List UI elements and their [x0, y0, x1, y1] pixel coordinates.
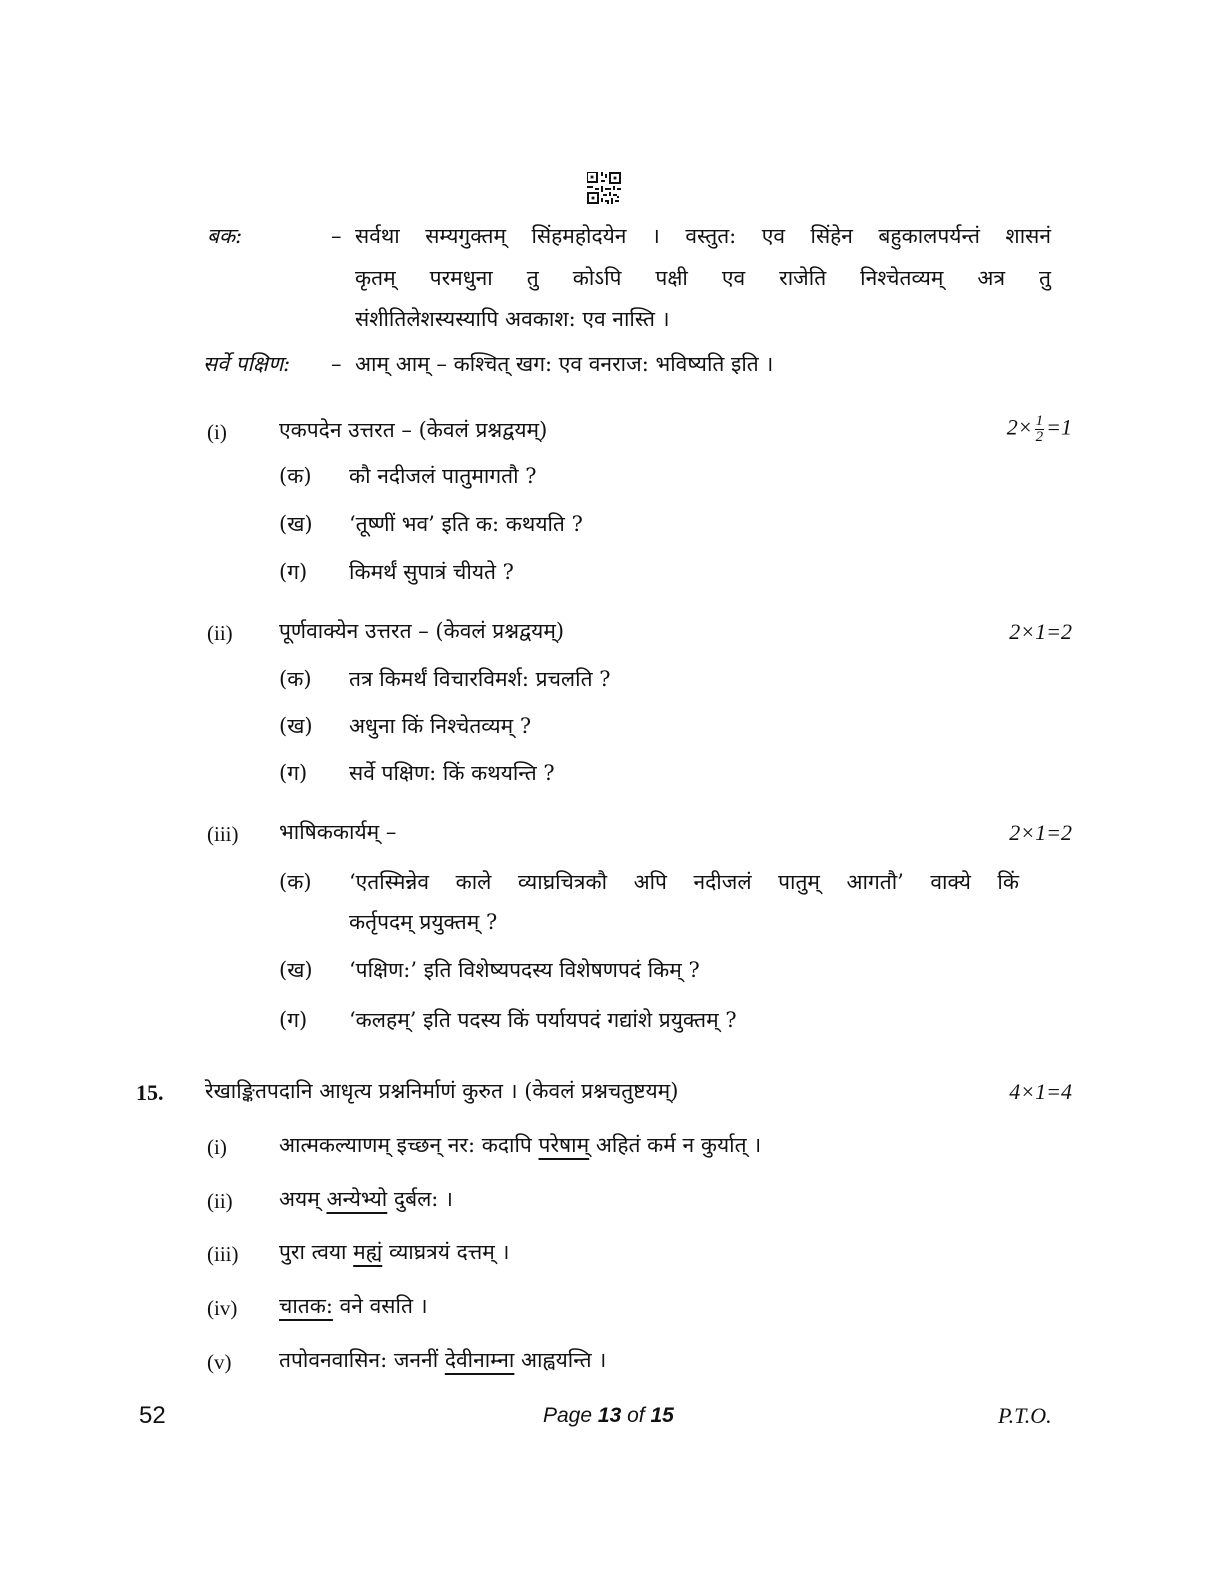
underlined-word: परेषाम् [538, 1133, 590, 1157]
subquestion-number: (ii) [207, 621, 233, 645]
subquestion-instruction: एकपदेन उत्तरत – (केवलं प्रश्नद्वयम्) [279, 418, 548, 442]
speaker-label: सर्वे पक्षिण: [203, 352, 291, 376]
page-current: 13 [597, 1404, 622, 1427]
dialogue-dash: – [331, 224, 342, 248]
dialogue-text-line: आम् आम् – कश्चित् खग: एव वनराज: भविष्यति इति । [355, 352, 774, 376]
item-label: (ख) [279, 714, 313, 738]
item-text: अधुना किं निश्चेतव्यम् ? [349, 714, 532, 738]
text-before: अयम् [279, 1187, 327, 1211]
marks: 4×1=4 [1009, 1079, 1072, 1104]
text-after: आह्वयन्ति । [514, 1348, 607, 1372]
dialogue-text-line: कृतम् परमधुना तु कोऽपि पक्षी एव राजेति निश्चेतव्यम् अत्र तु [355, 266, 1051, 290]
marks: 2×1=2 [1009, 619, 1072, 644]
marks: 2×1=2 [1009, 820, 1072, 845]
fraction-numerator: 1 [1035, 413, 1044, 429]
question-instruction: रेखाङ्कितपदानि आधृत्य प्रश्ननिर्माणं कुरुत । (केवलं प्रश्नचतुष्टयम्) [205, 1079, 679, 1103]
item-text: कौ नदीजलं पातुमागतौ ? [349, 464, 537, 488]
item-label: (ग) [279, 1008, 308, 1032]
dialogue-text-line: संशीतिलेशस्यस्यापि अवकाश: एव नास्ति । [355, 307, 670, 331]
item-text: तत्र किमर्थं विचारविमर्श: प्रचलति ? [349, 667, 611, 691]
item-label: (क) [279, 870, 312, 894]
item-text-line: ‘एतस्मिन्नेव काले व्याघ्रचित्रकौ अपि नदीजलं पातुम् आगतौ’ वाक्ये किं [349, 870, 1019, 894]
item-number: (iii) [207, 1242, 239, 1266]
paper-code: 52 [139, 1402, 166, 1429]
item-number: (v) [207, 1350, 232, 1374]
subquestion-instruction: भाषिककार्यम् – [279, 820, 397, 844]
item-sentence [279, 1185, 453, 1213]
item-sentence [279, 1238, 509, 1266]
dialogue-text-line: सर्वथा सम्यगुक्तम् सिंहमहोदयेन । वस्तुत: एव सिंहेन बहुकालपर्यन्तं शासनं [355, 224, 1051, 248]
item-text: सर्वे पक्षिण: किं कथयन्ति ? [349, 761, 555, 785]
item-text: ‘कलहम्’ इति पदस्य किं पर्यायपदं गद्यांशे प्रयुक्तम् ? [349, 1008, 737, 1032]
item-text: ‘तूष्णीं भव’ इति क: कथयति ? [349, 512, 583, 536]
item-text: किमर्थं सुपात्रं चीयते ? [349, 560, 514, 584]
text-before: पुरा त्वया [279, 1240, 354, 1264]
underlined-word: देवीनाम्ना [444, 1348, 515, 1372]
item-sentence [279, 1292, 428, 1320]
text-before: तपोवनवासिन: जननीं [279, 1348, 445, 1372]
item-label: (ग) [279, 560, 308, 584]
text-after: व्याघ्रत्रयं दत्तम् । [382, 1240, 510, 1264]
fraction-denominator: 2 [1035, 429, 1044, 445]
question-number: 15. [136, 1080, 164, 1105]
fraction [1035, 414, 1045, 445]
text-before: आत्मकल्याणम् इच्छन् नर: कदापि [279, 1133, 539, 1157]
underlined-word: चातक: [279, 1294, 333, 1318]
item-sentence [279, 1131, 761, 1159]
page-prefix: Page [543, 1404, 598, 1427]
text-after: वने वसति । [332, 1294, 428, 1318]
dialogue-dash: – [331, 352, 342, 376]
qr-code-icon [587, 172, 621, 204]
item-label: (ख) [279, 512, 313, 536]
speaker-label: बक: [207, 224, 243, 248]
pto-label: P.T.O. [998, 1403, 1052, 1428]
text-after: दुर्बल: । [387, 1187, 454, 1211]
subquestion-instruction: पूर्णवाक्येन उत्तरत – (केवलं प्रश्नद्वयम्) [279, 619, 565, 643]
item-text-line: कर्तृपदम् प्रयुक्तम् ? [349, 910, 498, 934]
item-sentence [279, 1346, 606, 1374]
marks-suffix: =1 [1046, 414, 1072, 440]
subquestion-number: (i) [207, 420, 227, 444]
item-label: (ख) [279, 958, 313, 982]
item-text: ‘पक्षिण:’ इति विशेष्यपदस्य विशेषणपदं किम् ? [349, 958, 700, 982]
underlined-word: मह्यं [353, 1240, 383, 1264]
item-label: (क) [279, 464, 312, 488]
underlined-word: अन्येभ्यो [326, 1187, 388, 1211]
item-label: (क) [279, 667, 312, 691]
text-after: अहितं कर्म न कुर्यात् । [589, 1133, 762, 1157]
subquestion-number: (iii) [207, 822, 239, 846]
page-indicator [543, 1404, 674, 1428]
marks-fraction [960, 414, 1072, 445]
item-label: (ग) [279, 761, 308, 785]
item-number: (i) [207, 1135, 227, 1159]
page-of: of [621, 1404, 651, 1427]
marks-prefix: 2× [1006, 414, 1033, 440]
item-number: (iv) [207, 1296, 238, 1320]
page-total: 15 [650, 1404, 674, 1427]
item-number: (ii) [207, 1189, 233, 1213]
